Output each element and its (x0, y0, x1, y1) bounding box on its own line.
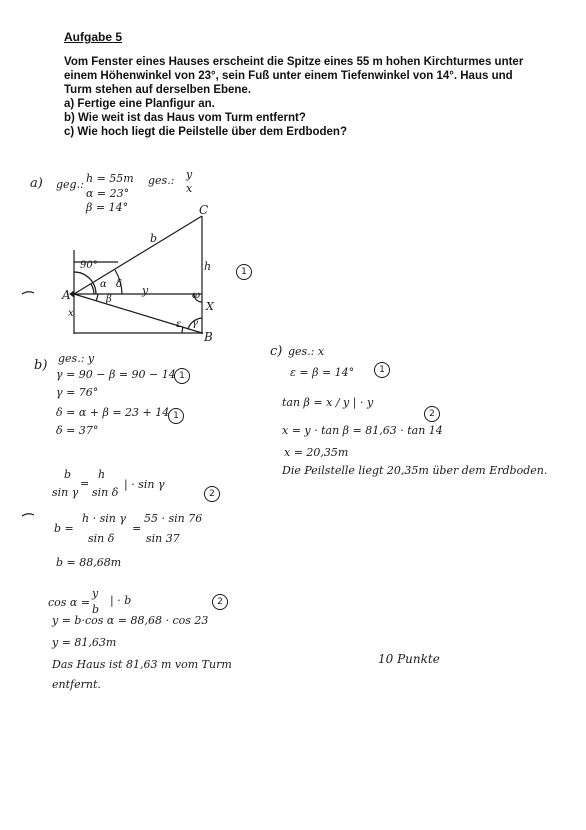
y-line2: y = 81,63m (52, 636, 117, 649)
angle-alpha-label: α (100, 279, 107, 290)
task-line: Vom Fenster eines Hauses erscheint die Spitze eines 55 m hohen Kirchturmes unter (64, 56, 524, 68)
b-result: b = 88,68m (56, 556, 122, 569)
angle-90-label: 90° (80, 260, 98, 271)
task-line: Turm stehen auf derselben Ebene. (64, 84, 252, 96)
sine-eq: = (80, 477, 90, 490)
part-c-sought: ges.: x (288, 345, 325, 358)
points-circle: 1 (236, 264, 252, 280)
part-c-answer: Die Peilstelle liegt 20,35m über dem Erdboden. (282, 464, 548, 477)
sine-rhs-den: sin δ (92, 486, 119, 499)
angle-omega-label: ω (192, 290, 201, 301)
part-c-label: c) (270, 344, 283, 359)
sine-lhs-den: sin γ (52, 486, 79, 499)
part-b-line: δ = 37° (56, 424, 99, 437)
angle-epsilon-arc (182, 327, 183, 333)
given-label: geg.: (56, 178, 84, 191)
points-circle: 2 (204, 486, 220, 502)
sought-x: x (186, 182, 193, 195)
given-h: h = 55m (86, 172, 134, 185)
side-h-label: h (204, 260, 212, 273)
b-eq-den1: sin δ (88, 532, 115, 545)
angle-beta-label: β (106, 294, 112, 305)
sought-label: ges.: (148, 174, 175, 187)
angle-delta-label: δ (116, 279, 123, 290)
cos-den: b (92, 603, 100, 616)
cos-lhs: cos α = (48, 596, 91, 609)
page-title: Aufgabe 5 (64, 30, 123, 44)
part-c-line: x = 20,35m (284, 446, 349, 459)
side-b-label: b (150, 232, 158, 245)
part-b-label: b) (34, 358, 48, 373)
points-circle: 2 (212, 594, 228, 610)
score-text: 10 Punkte (378, 652, 440, 666)
cos-op: | · b (110, 594, 132, 607)
task-line: a) Fertige eine Planfigur an. (64, 98, 215, 110)
border-mark (22, 292, 34, 294)
part-b-line: δ = α + β = 23 + 14 (56, 406, 170, 419)
points-circle: 1 (168, 408, 184, 424)
angle-alpha-arc (91, 284, 94, 294)
point-c-label: C (199, 203, 209, 217)
task-line: einem Höhenwinkel von 23°, sein Fuß unter einem Tiefenwinkel von 14°. Haus und (64, 70, 513, 82)
sine-lhs-num: b (64, 468, 72, 481)
points-circle: 2 (424, 406, 440, 422)
sought-y: y (186, 168, 193, 181)
b-eq-num2: 55 · sin 76 (144, 512, 203, 525)
point-b-label: B (204, 330, 213, 344)
border-mark (22, 514, 34, 516)
b-eq-num1: h · sin γ (82, 512, 126, 525)
b-eq-label: b = (54, 522, 74, 535)
part-c-line: ε = β = 14° (290, 366, 355, 379)
sine-op: | · sin γ (124, 478, 165, 491)
answer-line: Das Haus ist 81,63 m vom Turm (52, 658, 232, 671)
b-eq-sign: = (132, 522, 142, 535)
part-c-line: tan β = x / y | · y (282, 396, 374, 409)
part-a-label: a) (30, 176, 43, 191)
answer-line: entfernt. (52, 678, 101, 691)
sine-rhs-num: h (98, 468, 106, 481)
task-line: c) Wie hoch liegt die Peilstelle über dem Erdboden? (64, 126, 347, 138)
points-circle: 1 (374, 362, 390, 378)
side-x-left-label: x (68, 308, 74, 319)
given-alpha: α = 23° (86, 187, 130, 200)
part-b-line: ges.: y (58, 352, 95, 365)
angle-beta-arc (96, 294, 98, 301)
part-b-line: γ = 90 − β = 90 − 14 (56, 368, 176, 381)
y-line1: y = b·cos α = 88,68 · cos 23 (52, 614, 209, 627)
angle-epsilon-label: ε (176, 319, 182, 330)
task-line: b) Wie weit ist das Haus vom Turm entfernt? (64, 112, 306, 124)
angle-gamma-label: γ (192, 318, 198, 329)
points-circle: 1 (174, 368, 190, 384)
side-y-label: y (142, 284, 149, 297)
side-x-right-label: X (206, 300, 214, 313)
b-eq-den2: sin 37 (146, 532, 180, 545)
given-beta: β = 14° (86, 201, 129, 214)
part-c-line: x = y · tan β = 81,63 · tan 14 (282, 424, 443, 437)
point-a-label: A (62, 288, 71, 302)
angle-90-arc (74, 272, 96, 294)
part-b-line: γ = 76° (56, 386, 99, 399)
cos-num: y (92, 587, 99, 600)
